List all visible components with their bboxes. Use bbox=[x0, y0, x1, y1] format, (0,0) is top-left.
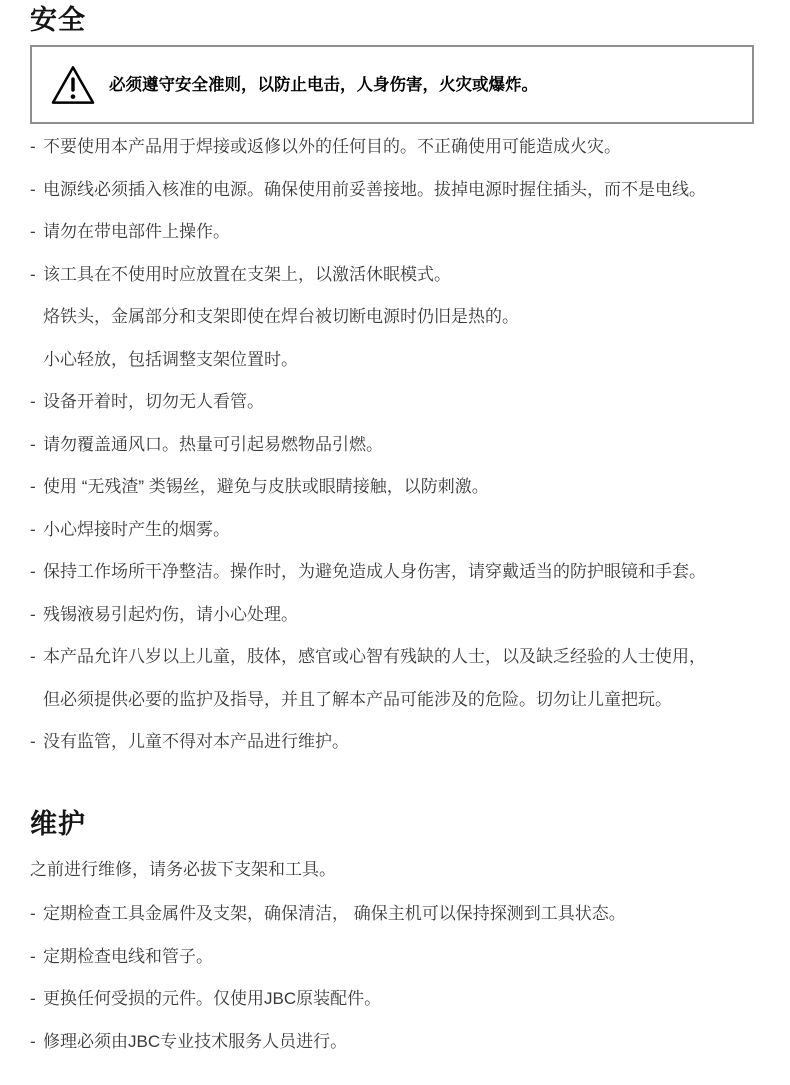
list-item-text: 定期检查电线和管子。 bbox=[43, 946, 213, 966]
list-item bbox=[30, 223, 762, 241]
list-item-text: 本产品允许八岁以上儿童，肢体，感官或心智有残缺的人士，以及缺乏经验的人士使用， bbox=[43, 647, 706, 666]
list-item bbox=[30, 990, 762, 1008]
bullet-dash: - bbox=[30, 434, 36, 454]
list-item-text: 修理必须由JBC专业技术服务人员进行。 bbox=[43, 1031, 348, 1051]
list-item bbox=[30, 648, 762, 666]
list-item-text: 残锡液易引起灼伤，请小心处理。 bbox=[43, 604, 298, 624]
bullet-dash: - bbox=[30, 604, 36, 624]
bullet-dash: - bbox=[30, 477, 36, 496]
maintenance-items bbox=[30, 905, 762, 1051]
list-item bbox=[30, 393, 762, 411]
bullet-dash: - bbox=[30, 137, 36, 156]
bullet-dash: - bbox=[30, 179, 36, 199]
list-item bbox=[30, 905, 762, 923]
list-item-text: 但必须提供必要的监护及指导，并且了解本产品可能涉及的危险。切勿让儿童把玩。 bbox=[43, 689, 672, 709]
list-item-text: 烙铁头，金属部分和支架即使在焊台被切断电源时仍旧是热的。 bbox=[43, 307, 519, 326]
list-item-text: 定期检查工具金属件及支架，确保清洁， 确保主机可以保持探测到工具状态。 bbox=[43, 904, 626, 923]
bullet-dash: - bbox=[30, 264, 36, 284]
bullet-dash: - bbox=[30, 647, 36, 666]
warning-triangle-icon bbox=[50, 64, 96, 106]
list-item-text: 不要使用本产品用于焊接或返修以外的任何目的。不正确使用可能造成火灾。 bbox=[43, 137, 621, 156]
list-item-text: 更换任何受损的元件。仅使用JBC原装配件。 bbox=[43, 989, 382, 1008]
safety-items bbox=[30, 138, 762, 751]
list-item bbox=[30, 606, 762, 624]
bullet-dash: - bbox=[30, 519, 36, 539]
maintenance-heading: 维护 bbox=[30, 809, 86, 839]
list-item-text: 设备开着时，切勿无人看管。 bbox=[43, 392, 264, 411]
warning-box bbox=[30, 45, 754, 124]
bullet-dash: - bbox=[30, 222, 36, 241]
list-item bbox=[30, 521, 762, 539]
list-item bbox=[30, 181, 762, 199]
list-item-text: 没有监管，儿童不得对本产品进行维护。 bbox=[43, 732, 349, 751]
list-item-text: 请勿在带电部件上操作。 bbox=[43, 222, 230, 241]
list-item bbox=[30, 266, 762, 284]
warning-text: 必须遵守安全准则，以防止电击，人身伤害，火灾或爆炸。 bbox=[109, 75, 538, 94]
maintenance-section bbox=[30, 808, 762, 1051]
list-item-text: 请勿覆盖通风口。热量可引起易燃物品引燃。 bbox=[43, 434, 383, 454]
list-item-text: 小心轻放，包括调整支架位置时。 bbox=[43, 349, 298, 369]
list-item-continuation bbox=[30, 308, 762, 326]
bullet-dash: - bbox=[30, 946, 36, 966]
bullet-dash: - bbox=[30, 989, 36, 1008]
bullet-dash: - bbox=[30, 904, 36, 923]
list-item-continuation bbox=[30, 691, 762, 709]
list-item-text: 使用 “无残渣” 类锡丝，避免与皮肤或眼睛接触，以防刺激。 bbox=[43, 477, 489, 496]
bullet-dash: - bbox=[30, 562, 36, 581]
maintenance-intro: 之前进行维修，请务必拔下支架和工具。 bbox=[30, 860, 336, 879]
list-item bbox=[30, 138, 762, 156]
list-item-text: 小心焊接时产生的烟雾。 bbox=[43, 519, 230, 539]
list-item-continuation bbox=[30, 351, 762, 369]
list-item bbox=[30, 733, 762, 751]
list-item bbox=[30, 948, 762, 966]
safety-heading: 安全 bbox=[30, 5, 86, 35]
list-item bbox=[30, 563, 762, 581]
bullet-dash: - bbox=[30, 732, 36, 751]
bullet-dash: - bbox=[30, 392, 36, 411]
list-item bbox=[30, 478, 762, 496]
list-item bbox=[30, 436, 762, 454]
bullet-dash: - bbox=[30, 1031, 36, 1051]
safety-section bbox=[30, 4, 762, 751]
list-item bbox=[30, 1033, 762, 1051]
list-item-text: 该工具在不使用时应放置在支架上，以激活休眠模式。 bbox=[43, 264, 451, 284]
list-item-text: 保持工作场所干净整洁。操作时，为避免造成人身伤害，请穿戴适当的防护眼镜和手套。 bbox=[43, 562, 706, 581]
list-item-text: 电源线必须插入核准的电源。确保使用前妥善接地。拔掉电源时握住插头，而不是电线。 bbox=[43, 179, 706, 199]
